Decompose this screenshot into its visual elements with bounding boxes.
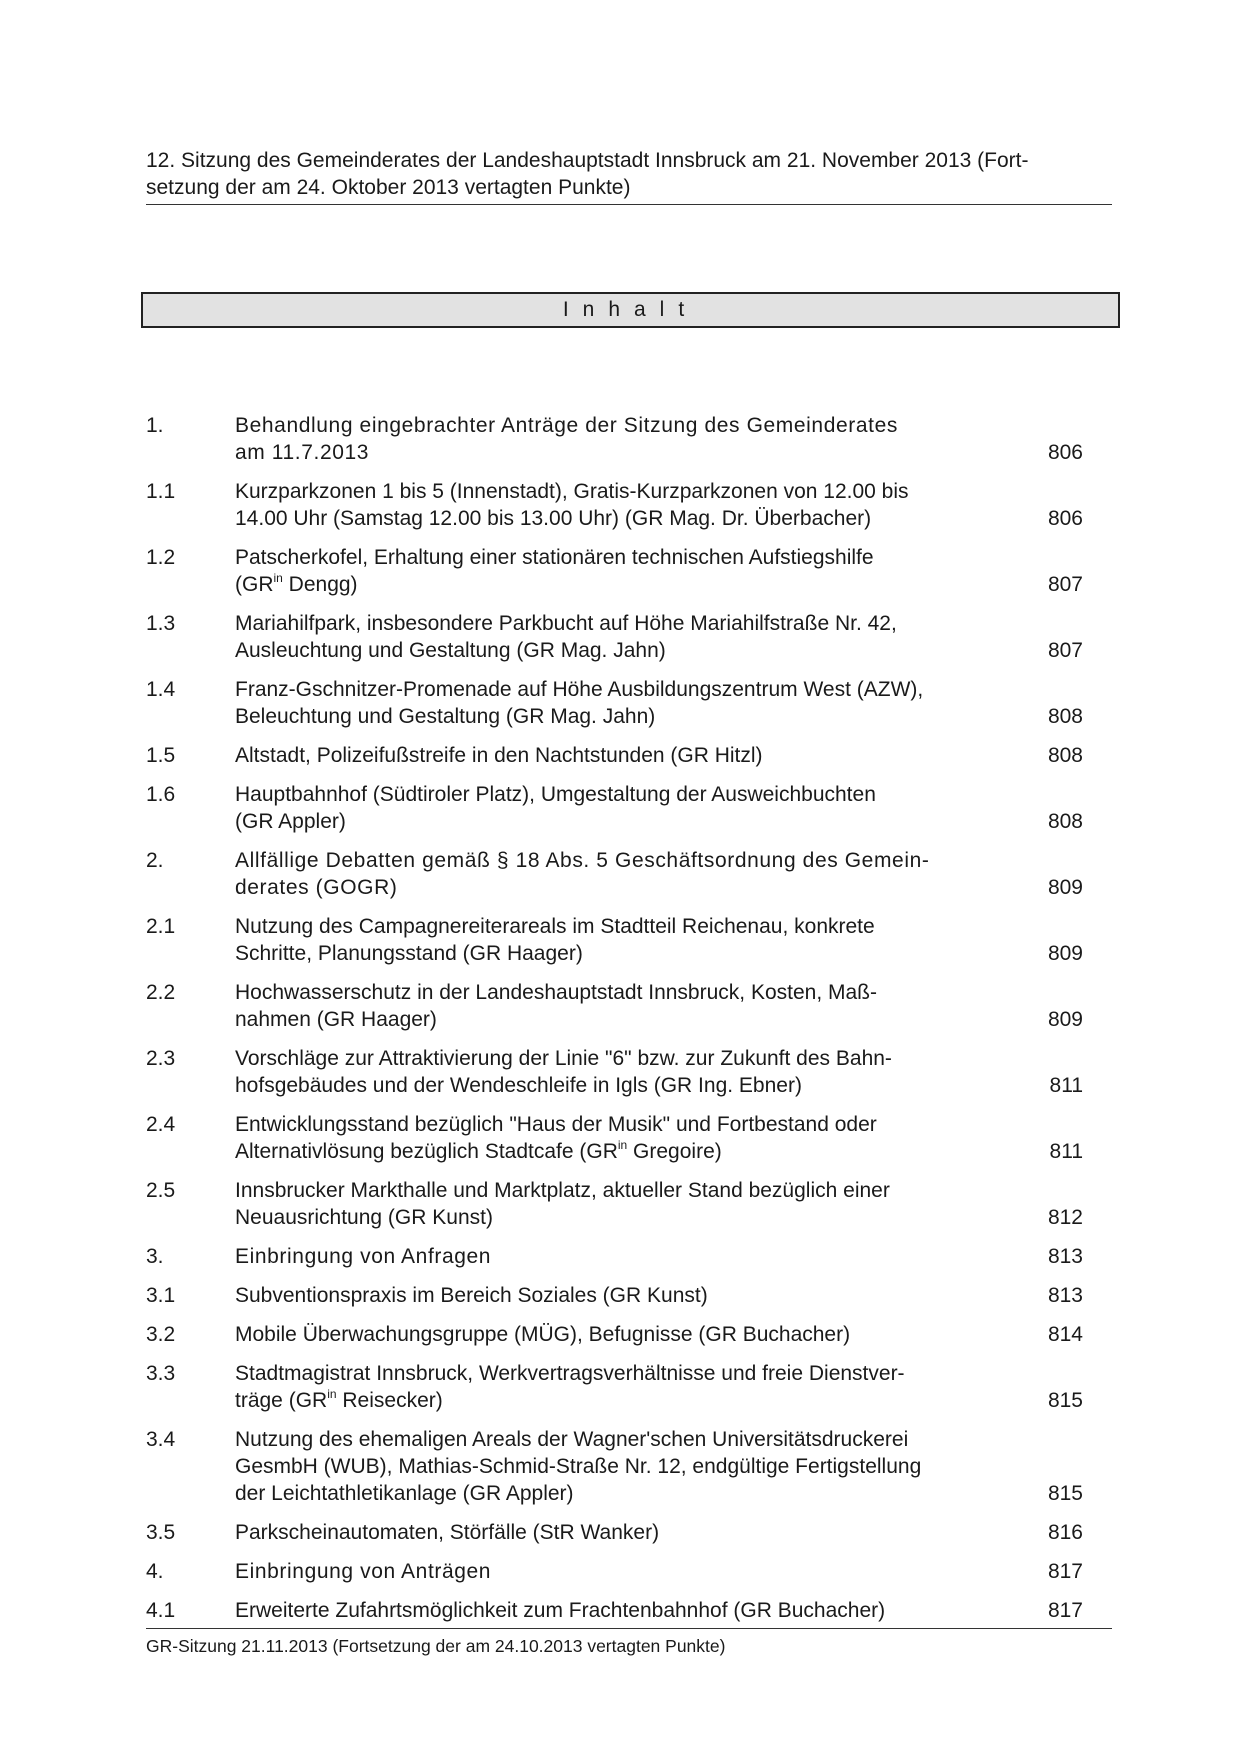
toc-entry[interactable] [146, 1360, 1086, 1414]
toc-page: 807 [1047, 573, 1083, 596]
toc-page: 813 [1047, 1245, 1083, 1268]
toc-number: 1.1 [146, 480, 176, 503]
toc-title: Mobile Überwachungsgruppe (MÜG), Befugnisse (GR Buchacher) [235, 1323, 851, 1346]
toc-number: 2.5 [146, 1179, 176, 1202]
toc-number: 2.1 [146, 915, 176, 938]
toc-entry[interactable] [146, 1519, 1086, 1546]
header-line-2: setzung der am 24. Oktober 2013 vertagten Punkte) [146, 176, 631, 199]
toc-title: Subventionspraxis im Bereich Soziales (GR Kunst) [235, 1284, 708, 1307]
toc-entry[interactable] [146, 1045, 1086, 1099]
contents-heading: Inhalt [141, 292, 1120, 328]
toc-entry[interactable] [146, 1111, 1086, 1165]
toc-page: 808 [1047, 810, 1083, 833]
toc-page: 813 [1047, 1284, 1083, 1307]
toc-title: Erweiterte Zufahrtsmöglichkeit zum Frachtenbahnhof (GR Buchacher) [235, 1599, 886, 1622]
toc-number: 1.2 [146, 546, 176, 569]
toc-page: 811 [1049, 1074, 1083, 1097]
toc-title: Behandlung eingebrachter Anträge der Sitzung des Gemeinderates am 11.7.2013 [235, 414, 898, 464]
toc-entry[interactable] [146, 544, 1086, 598]
table-of-contents [146, 412, 1086, 1636]
toc-number: 2.4 [146, 1113, 176, 1136]
toc-title: Einbringung von Anträgen [235, 1560, 492, 1583]
toc-title: Altstadt, Polizeifußstreife in den Nachtstunden (GR Hitzl) [235, 744, 763, 767]
toc-number: 2. [146, 849, 164, 872]
toc-page: 806 [1047, 507, 1083, 530]
toc-title: Mariahilfpark, insbesondere Parkbucht auf Höhe Mariahilfstraße Nr. 42, Ausleuchtung und Gestaltung (GR Mag. Jahn) [235, 612, 897, 662]
toc-entry[interactable] [146, 1321, 1086, 1348]
toc-number: 4.1 [146, 1599, 176, 1622]
toc-entry[interactable] [146, 1282, 1086, 1309]
toc-page: 808 [1047, 705, 1083, 728]
page-footer: GR-Sitzung 21.11.2013 (Fortsetzung der am 24.10.2013 vertagten Punkte) [146, 1628, 1112, 1657]
toc-title: Entwicklungsstand bezüglich "Haus der Musik" und Fortbestand oder Alternativlösung bezüglich Stadtcafe ($GR^{in}$ Gregoire) [235, 1113, 877, 1163]
toc-number: 2.2 [146, 981, 176, 1004]
toc-title: Nutzung des ehemaligen Areals der Wagner'schen Universitätsdruckerei GesmbH (WUB), Mathias-Schmid-Straße Nr. 12, endgültige Fertigstellung der Leichtathletikanlage (GR Appler) [235, 1428, 922, 1505]
toc-title: Innsbrucker Markthalle und Marktplatz, aktueller Stand bezüglich einer Neuausrichtung (GR Kunst) [235, 1179, 890, 1229]
toc-title: Einbringung von Anfragen [235, 1245, 492, 1268]
toc-page: 816 [1047, 1521, 1083, 1544]
toc-title: Hochwasserschutz in der Landeshauptstadt Innsbruck, Kosten, Maß- nahmen (GR Haager) [235, 981, 877, 1031]
page-header [146, 147, 1112, 205]
toc-page: 808 [1047, 744, 1083, 767]
toc-entry[interactable] [146, 1426, 1086, 1507]
toc-number: 3.3 [146, 1362, 176, 1385]
toc-page: 812 [1047, 1206, 1083, 1229]
toc-entry[interactable] [146, 1558, 1086, 1585]
toc-number: 1.4 [146, 678, 176, 701]
toc-page: 809 [1047, 942, 1083, 965]
toc-page: 811 [1049, 1140, 1083, 1163]
toc-entry[interactable] [146, 781, 1086, 835]
toc-title: Hauptbahnhof (Südtiroler Platz), Umgestaltung der Ausweichbuchten (GR Appler) [235, 783, 876, 833]
toc-entry[interactable] [146, 1243, 1086, 1270]
toc-number: 4. [146, 1560, 164, 1583]
toc-page: 806 [1047, 441, 1083, 464]
toc-page: 815 [1047, 1482, 1083, 1505]
toc-page: 807 [1047, 639, 1083, 662]
toc-title: Franz-Gschnitzer-Promenade auf Höhe Ausbildungszentrum West (AZW), Beleuchtung und Gestaltung (GR Mag. Jahn) [235, 678, 924, 728]
toc-entry[interactable] [146, 1597, 1086, 1624]
toc-number: 3.1 [146, 1284, 176, 1307]
toc-title: Parkscheinautomaten, Störfälle (StR Wanker) [235, 1521, 660, 1544]
toc-number: 1.3 [146, 612, 176, 635]
toc-entry[interactable] [146, 979, 1086, 1033]
toc-number: 3.5 [146, 1521, 176, 1544]
toc-title: Stadtmagistrat Innsbruck, Werkvertragsverhältnisse und freie Dienstver- träge ($GR^{in}$ Reisecker) [235, 1362, 905, 1412]
toc-number: 3. [146, 1245, 164, 1268]
toc-entry[interactable] [146, 1177, 1086, 1231]
toc-number: 3.2 [146, 1323, 176, 1346]
toc-page: 809 [1047, 1008, 1083, 1031]
toc-number: 1.5 [146, 744, 176, 767]
toc-entry[interactable] [146, 478, 1086, 532]
toc-number: 3.4 [146, 1428, 176, 1451]
toc-page: 814 [1047, 1323, 1083, 1346]
toc-entry[interactable] [146, 412, 1086, 466]
toc-title: Allfällige Debatten gemäß § 18 Abs. 5 Geschäftsordnung des Gemein- derates (GOGR) [235, 849, 930, 899]
toc-page: 817 [1047, 1599, 1083, 1622]
toc-title: Patscherkofel, Erhaltung einer stationären technischen Aufstiegshilfe ($GR^{in}$ Dengg) [235, 546, 874, 596]
toc-page: 817 [1047, 1560, 1083, 1583]
toc-page: 809 [1047, 876, 1083, 899]
toc-page: 815 [1047, 1389, 1083, 1412]
toc-number: 2.3 [146, 1047, 176, 1070]
toc-number: 1.6 [146, 783, 176, 806]
toc-title: Nutzung des Campagnereiterareals im Stadtteil Reichenau, konkrete Schritte, Planungsstand (GR Haager) [235, 915, 875, 965]
toc-title: Vorschläge zur Attraktivierung der Linie "6" bzw. zur Zukunft des Bahn- hofsgebäudes und der Wendeschleife in Igls (GR Ing. Ebner) [235, 1047, 892, 1097]
toc-entry[interactable] [146, 676, 1086, 730]
toc-number: 1. [146, 414, 164, 437]
toc-title: Kurzparkzonen 1 bis 5 (Innenstadt), Gratis-Kurzparkzonen von 12.00 bis 14.00 Uhr (Samstag 12.00 bis 13.00 Uhr) (GR Mag. Dr. Überbacher) [235, 480, 909, 530]
toc-entry[interactable] [146, 913, 1086, 967]
toc-entry[interactable] [146, 742, 1086, 769]
toc-entry[interactable] [146, 610, 1086, 664]
toc-entry[interactable] [146, 847, 1086, 901]
header-line-1: 12. Sitzung des Gemeinderates der Landeshauptstadt Innsbruck am 21. November 2013 (Fort- [146, 149, 1029, 172]
